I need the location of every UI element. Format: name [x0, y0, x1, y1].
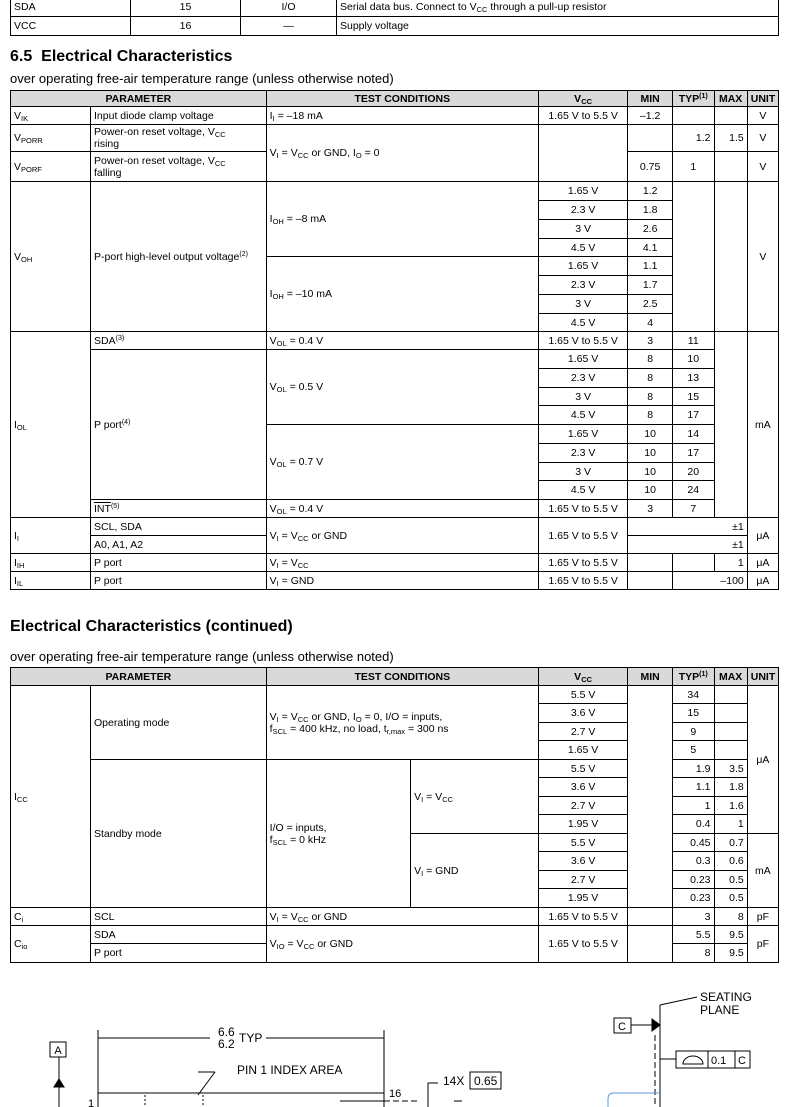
pin-name: SDA: [11, 0, 131, 17]
typ: 1.2: [672, 125, 714, 152]
min: 10: [628, 481, 673, 500]
condition: $I_{OH} = -8$ mA: [266, 182, 538, 257]
row-iol: [11, 332, 779, 350]
max: –100: [672, 572, 747, 590]
pin-16-label: 16: [389, 1088, 402, 1100]
typ: 1: [672, 797, 714, 815]
condition: $V_I = V_{CC}$ or GND, $I_O = 0$, I/O = inputs, $f_{SCL} = 400$ kHz, no load, $t_{r,max} = 300$ ns: [266, 686, 538, 760]
typ: 1.1: [672, 778, 714, 797]
vcc: 4.5 V: [538, 314, 627, 332]
vcc: 3.6 V: [538, 852, 627, 871]
pin-type: —: [241, 17, 337, 36]
vcc: 2.3 V: [538, 444, 627, 463]
vcc: 1.65 V to 5.5 V: [538, 332, 627, 350]
typ: 3: [672, 908, 714, 926]
vcc: 2.3 V: [538, 201, 627, 220]
symbol: $C_{io}$: [11, 926, 91, 963]
vcc: 3 V: [538, 220, 627, 239]
condition: $V_I = V_{CC}$: [266, 554, 538, 572]
row-vik: [11, 107, 779, 125]
header-typ: TYP$^{(1)}$: [672, 91, 714, 107]
vcc: 2.7 V: [538, 871, 627, 889]
dim-lower: 6.2: [218, 1037, 235, 1051]
vcc: 1.65 V: [538, 350, 627, 369]
max: 8: [714, 908, 747, 926]
symbol: $I_{IL}$: [11, 572, 91, 590]
typ: 0.45: [672, 834, 714, 852]
unit: V: [747, 107, 778, 125]
unit: V: [747, 152, 778, 182]
parameter: P-port high-level output voltage$^{(2)}$: [91, 182, 267, 332]
typ: 9: [672, 723, 714, 741]
parameter: P port: [91, 944, 267, 963]
max: 1.5: [714, 125, 747, 152]
vcc: 4.5 V: [538, 239, 627, 257]
condition: $V_I = V_{CC}$ or GND: [266, 518, 538, 554]
symbol: $V_{PORR}$: [11, 125, 91, 152]
pin-description: Supply voltage: [337, 17, 779, 36]
vcc: 2.3 V: [538, 276, 627, 295]
min: –1.2: [628, 107, 673, 125]
typ: 8: [672, 944, 714, 963]
typ: 0.23: [672, 889, 714, 908]
header-vcc: $V_{CC}$: [538, 668, 627, 686]
pin1-index-label: PIN 1 INDEX AREA: [237, 1063, 343, 1077]
electrical-characteristics-table: [10, 90, 779, 590]
header-parameter: PARAMETER: [11, 668, 267, 686]
typ: 5: [672, 741, 714, 760]
vcc: 2.7 V: [538, 797, 627, 815]
vcc: 1.95 V: [538, 815, 627, 834]
row-ii: [11, 518, 779, 536]
row-vporr: [11, 125, 779, 152]
seating-plane-line2: PLANE: [700, 1003, 740, 1017]
max: ±1: [628, 518, 747, 536]
parameter: Standby mode: [91, 760, 267, 908]
typ: 0.4: [672, 815, 714, 834]
section-heading-continued: Electrical Characteristics (continued): [10, 618, 293, 635]
min: 8: [628, 406, 673, 425]
condition: $V_I$ = GND: [411, 834, 539, 908]
symbol: $V_{OH}$: [11, 182, 91, 332]
unit: μA: [747, 572, 778, 590]
min: 10: [628, 463, 673, 481]
vcc: 4.5 V: [538, 406, 627, 425]
vcc: 5.5 V: [538, 760, 627, 778]
pin-type: I/O: [241, 0, 337, 17]
symbol: $V_{PORF}$: [11, 152, 91, 182]
condition: $V_I = V_{CC}$ or GND: [266, 908, 538, 926]
vcc: 3 V: [538, 295, 627, 314]
row-iih: [11, 554, 779, 572]
max: 1: [714, 815, 747, 834]
vcc: 1.65 V to 5.5 V: [538, 518, 627, 554]
tolerance-prefix: 14X: [443, 1074, 465, 1088]
header-unit: UNIT: [747, 91, 778, 107]
parameter: SDA: [91, 926, 267, 944]
unit: pF: [747, 926, 778, 963]
seating-plane-line1: SEATING: [700, 990, 752, 1004]
typ: 17: [672, 444, 714, 463]
min: 4: [628, 314, 673, 332]
typ: 5.5: [672, 926, 714, 944]
symbol: $C_i$: [11, 908, 91, 926]
row-ci: [11, 908, 779, 926]
typ: 34: [672, 686, 714, 704]
pin-number: 15: [131, 0, 241, 17]
max: 3.5: [714, 760, 747, 778]
pin-1-label: 1: [88, 1098, 95, 1107]
typ: 10: [672, 350, 714, 369]
vcc: 1.65 V: [538, 425, 627, 444]
typ: 20: [672, 463, 714, 481]
header-min: MIN: [628, 668, 673, 686]
min: 0.75: [628, 152, 673, 182]
vcc: 1.65 V to 5.5 V: [538, 908, 627, 926]
datum-triangle-icon: [54, 1079, 64, 1087]
symbol: $I_{CC}$: [11, 686, 91, 908]
typ: 7: [672, 500, 714, 518]
min: 3: [628, 332, 673, 350]
typ: 13: [672, 369, 714, 388]
typ: 24: [672, 481, 714, 500]
header-vcc: $V_{CC}$: [538, 91, 627, 107]
max: 0.7: [714, 834, 747, 852]
condition: $V_I$ = GND: [266, 572, 538, 590]
vcc: 5.5 V: [538, 834, 627, 852]
unit: μA: [747, 554, 778, 572]
row-voh: [11, 182, 779, 201]
unit: mA: [747, 834, 778, 908]
vcc: 1.65 V: [538, 257, 627, 276]
unit: mA: [747, 332, 778, 518]
symbol: $I_{IH}$: [11, 554, 91, 572]
symbol: $I_I$: [11, 518, 91, 554]
row-cio: [11, 926, 779, 944]
min: 3: [628, 500, 673, 518]
header-max: MAX: [714, 668, 747, 686]
min: 1.8: [628, 201, 673, 220]
pin-name: VCC: [11, 17, 131, 36]
typ: 17: [672, 406, 714, 425]
min: 8: [628, 369, 673, 388]
min: 2.6: [628, 220, 673, 239]
unit: μA: [747, 518, 778, 554]
header-typ: TYP$^{(1)}$: [672, 668, 714, 686]
vcc: 3.6 V: [538, 778, 627, 797]
parameter: SDA$^{(3)}$: [91, 332, 267, 350]
row-icc: [11, 686, 779, 704]
condition: $I_I = -18$ mA: [266, 107, 538, 125]
parameter: Power-on reset voltage, $V_{CC}$ falling: [91, 152, 267, 182]
min: 10: [628, 444, 673, 463]
vcc: 5.5 V: [538, 686, 627, 704]
flatness-datum: C: [738, 1055, 746, 1067]
condition: $V_{IO} = V_{CC}$ or GND: [266, 926, 538, 963]
typ: 0.23: [672, 871, 714, 889]
max: 9.5: [714, 944, 747, 963]
vcc: 1.65 V to 5.5 V: [538, 572, 627, 590]
vcc: 3.6 V: [538, 704, 627, 723]
header-min: MIN: [628, 91, 673, 107]
condition: I/O = inputs, $f_{SCL} = 0$ kHz: [266, 760, 410, 908]
vcc: 2.7 V: [538, 723, 627, 741]
datum-a-label: A: [54, 1045, 62, 1057]
condition: $I_{OH} = -10$ mA: [266, 257, 538, 332]
max: ±1: [628, 536, 747, 554]
parameter: P port: [91, 554, 267, 572]
min: 2.5: [628, 295, 673, 314]
row-iil: [11, 572, 779, 590]
header-parameter: PARAMETER: [11, 91, 267, 107]
datum-triangle-icon: [652, 1019, 660, 1031]
symbol: $I_{OL}$: [11, 332, 91, 518]
parameter: A0, A1, A2: [91, 536, 267, 554]
pin-table: [10, 0, 779, 36]
parameter: SCL, SDA: [91, 518, 267, 536]
header-max: MAX: [714, 91, 747, 107]
unit: V: [747, 125, 778, 152]
min: 10: [628, 425, 673, 444]
parameter: P port$^{(4)}$: [91, 350, 267, 500]
symbol: $V_{IK}$: [11, 107, 91, 125]
parameter: Power-on reset voltage, $V_{CC}$ rising: [91, 125, 267, 152]
typ: 11: [672, 332, 714, 350]
unit: V: [747, 182, 778, 332]
parameter: $\overline{INT}^{(5)}$: [91, 500, 267, 518]
pin-description: Serial data bus. Connect to $V_{CC}$ through a pull-up resistor: [337, 0, 779, 17]
min: 8: [628, 350, 673, 369]
max: 0.6: [714, 852, 747, 871]
vcc: 2.3 V: [538, 369, 627, 388]
max: 9.5: [714, 926, 747, 944]
vcc: 1.65 V: [538, 182, 627, 201]
dim-typ: TYP: [239, 1031, 263, 1045]
pin-number: 16: [131, 17, 241, 36]
header-test-conditions: TEST CONDITIONS: [266, 91, 538, 107]
datum-c-label: C: [618, 1021, 626, 1033]
flatness-value: 0.1: [711, 1055, 727, 1067]
typ: 1: [672, 152, 714, 182]
min: 1.2: [628, 182, 673, 201]
max: 0.5: [714, 889, 747, 908]
condition: $V_{OL} = 0.4$ V: [266, 500, 538, 518]
typ: 1.9: [672, 760, 714, 778]
electrical-characteristics-continued-table: [10, 667, 779, 963]
header-unit: UNIT: [747, 668, 778, 686]
min: 4.1: [628, 239, 673, 257]
max: 0.5: [714, 871, 747, 889]
vcc: 4.5 V: [538, 481, 627, 500]
dim-upper: 6.6: [218, 1025, 235, 1039]
condition: $V_{OL} = 0.5$ V: [266, 350, 538, 425]
typ: 15: [672, 704, 714, 723]
condition: $V_I = V_{CC}$ or GND, $I_O = 0$: [266, 125, 538, 182]
typ: 0.3: [672, 852, 714, 871]
vcc: 1.95 V: [538, 889, 627, 908]
min: 1.7: [628, 276, 673, 295]
vcc: 3 V: [538, 388, 627, 406]
parameter: Input diode clamp voltage: [91, 107, 267, 125]
section-subtitle: over operating free-air temperature range (unless otherwise noted): [10, 71, 394, 86]
condition: $V_I = V_{CC}$: [411, 760, 539, 834]
header-test-conditions: TEST CONDITIONS: [266, 668, 538, 686]
condition: $V_{OL} = 0.4$ V: [266, 332, 538, 350]
typ: 14: [672, 425, 714, 444]
min: 1.1: [628, 257, 673, 276]
vcc: 1.65 V to 5.5 V: [538, 500, 627, 518]
condition: $V_{OL} = 0.7$ V: [266, 425, 538, 500]
parameter: SCL: [91, 908, 267, 926]
vcc: 3 V: [538, 463, 627, 481]
parameter: P port: [91, 572, 267, 590]
vcc: 1.65 V: [538, 741, 627, 760]
section-heading: 6.5 Electrical Characteristics: [10, 48, 233, 65]
section-subtitle: over operating free-air temperature range (unless otherwise noted): [10, 649, 394, 664]
min: 8: [628, 388, 673, 406]
unit: pF: [747, 908, 778, 926]
typ: 15: [672, 388, 714, 406]
tolerance-value: 0.65: [474, 1074, 498, 1088]
max: 1: [714, 554, 747, 572]
package-drawing: [0, 975, 790, 1107]
vcc: 1.65 V to 5.5 V: [538, 554, 627, 572]
vcc: 1.65 V to 5.5 V: [538, 107, 627, 125]
vcc: 1.65 V to 5.5 V: [538, 926, 627, 963]
max: 1.6: [714, 797, 747, 815]
unit: μA: [747, 686, 778, 834]
max: 1.8: [714, 778, 747, 797]
parameter: Operating mode: [91, 686, 267, 760]
